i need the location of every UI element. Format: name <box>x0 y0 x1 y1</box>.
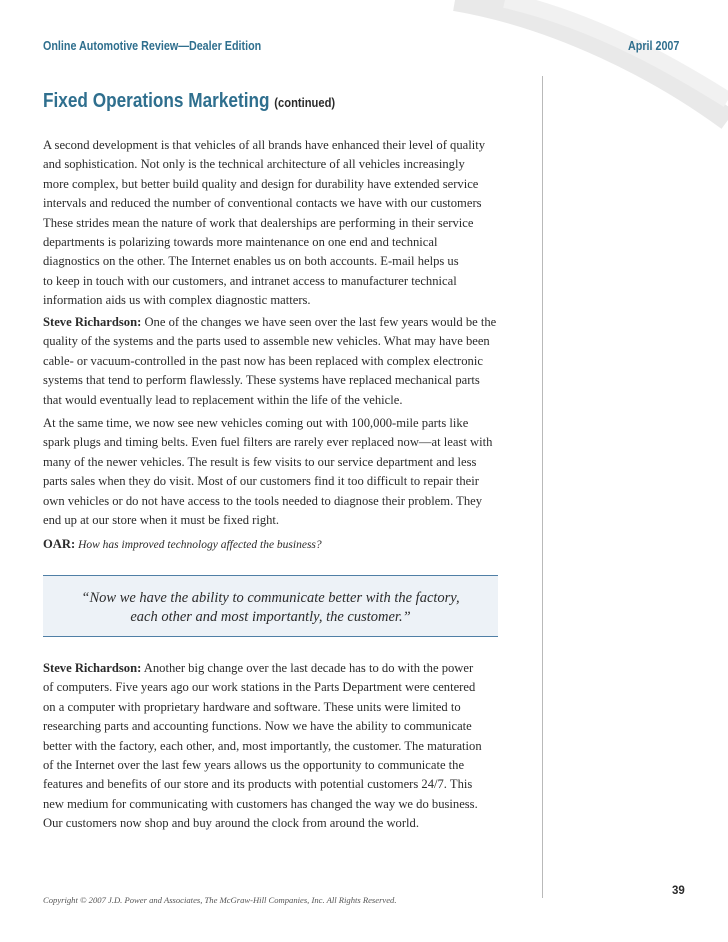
text-line: and sophistication. Not only is the technical architecture of all vehicles increasingly <box>43 157 465 172</box>
paragraph-3 <box>43 414 503 530</box>
text-line: intervals and reduced the number of conventional contacts we have with our customers <box>43 196 482 211</box>
copyright-notice: Copyright © 2007 J.D. Power and Associates, The McGraw-Hill Companies, Inc. All Rights Reserved. <box>43 895 397 905</box>
text-line: spark plugs and timing belts. Even fuel filters are rarely ever replaced now—at least with <box>43 435 493 450</box>
text-line: quality of the systems and the parts used to assemble new vehicles. What may have been <box>43 334 490 349</box>
text-line: Steve Richardson: Another big change over the last decade has to do with the power <box>43 661 474 675</box>
text-line: end up at our store when it must be fixed right. <box>43 513 280 528</box>
text-line: departments is polarizing towards more maintenance on one end and technical <box>43 235 438 250</box>
section-title <box>43 90 335 113</box>
publication-title: Online Automotive Review—Dealer Edition <box>43 39 262 53</box>
text-line: new medium for communicating with customers has changed the way we do business. <box>43 796 478 811</box>
text-line: At the same time, we now see new vehicles coming out with 100,000-mile parts like <box>43 416 469 430</box>
speaker-name: Steve Richardson: <box>43 661 142 675</box>
text-line: Steve Richardson: One of the changes we have seen over the last few years would be the <box>43 315 497 329</box>
text-line: cable- or vacuum-controlled in the past now has been replaced with complex electronic <box>43 353 483 368</box>
text-line: own vehicles or do not have access to the tools needed to diagnose their problem. They <box>43 493 483 508</box>
section-title-suffix: (continued) <box>274 95 336 110</box>
text-line: that would eventually lead to replacement within the life of the vehicle. <box>43 392 403 407</box>
issue-date: April 2007 <box>628 39 680 53</box>
text-line: of computers. Five years ago our work stations in the Parts Department were centered <box>43 680 476 695</box>
paragraph-4 <box>43 659 503 834</box>
text-line: systems that tend to perform flawlessly. These systems have replaced mechanical parts <box>43 373 480 388</box>
interview-question <box>43 535 503 555</box>
text-line <box>43 535 503 555</box>
column-divider <box>542 76 543 898</box>
text-line: A second development is that vehicles of all brands have enhanced their level of quality <box>43 138 486 152</box>
text-line: of the Internet over the last few years allows us the opportunity to communicate the <box>43 758 465 773</box>
paragraph-1 <box>43 136 503 311</box>
speaker-name: Steve Richardson: <box>43 315 142 329</box>
text-line: parts sales when they do visit. Most of our customers find it too difficult to repair their <box>43 474 479 489</box>
text-line: information aids us with complex diagnostic matters. <box>43 293 311 308</box>
text-line: These strides mean the nature of work that dealerships are performing in their service <box>43 215 474 230</box>
pull-quote-line: “Now we have the ability to communicate better with the factory, <box>81 590 460 606</box>
text-line: better with the factory, each other, and, most importantly, the customer. The maturation <box>43 738 482 753</box>
paragraph-2 <box>43 313 503 410</box>
text-line: features and benefits of our store and its products with potential customers 24/7. This <box>43 777 473 792</box>
text-line: more complex, but better build quality and design for durability have extended service <box>43 176 479 191</box>
text-line: researching parts and accounting functions. Now we have the ability to communicate <box>43 719 472 734</box>
text-line: diagnostics on the other. The Internet enables us on both accounts. E-mail helps us <box>43 254 459 269</box>
page-number: 39 <box>672 885 685 897</box>
text-line: Our customers now shop and buy around the clock from around the world. <box>43 816 419 831</box>
question-text: How has improved technology affected the business? <box>75 539 322 551</box>
text-line: many of the newer vehicles. The result is few visits to our service department and less <box>43 454 477 469</box>
text-line: on a computer with proprietary hardware and software. These units were limited to <box>43 699 461 714</box>
section-title-main: Fixed Operations Marketing <box>43 90 270 112</box>
pull-quote-line: each other and most importantly, the customer.” <box>130 609 411 625</box>
speaker-name: OAR: <box>43 537 76 551</box>
text-line: to keep in touch with our customers, and intranet access to manufacturer technical <box>43 273 457 288</box>
pull-quote <box>43 575 498 637</box>
